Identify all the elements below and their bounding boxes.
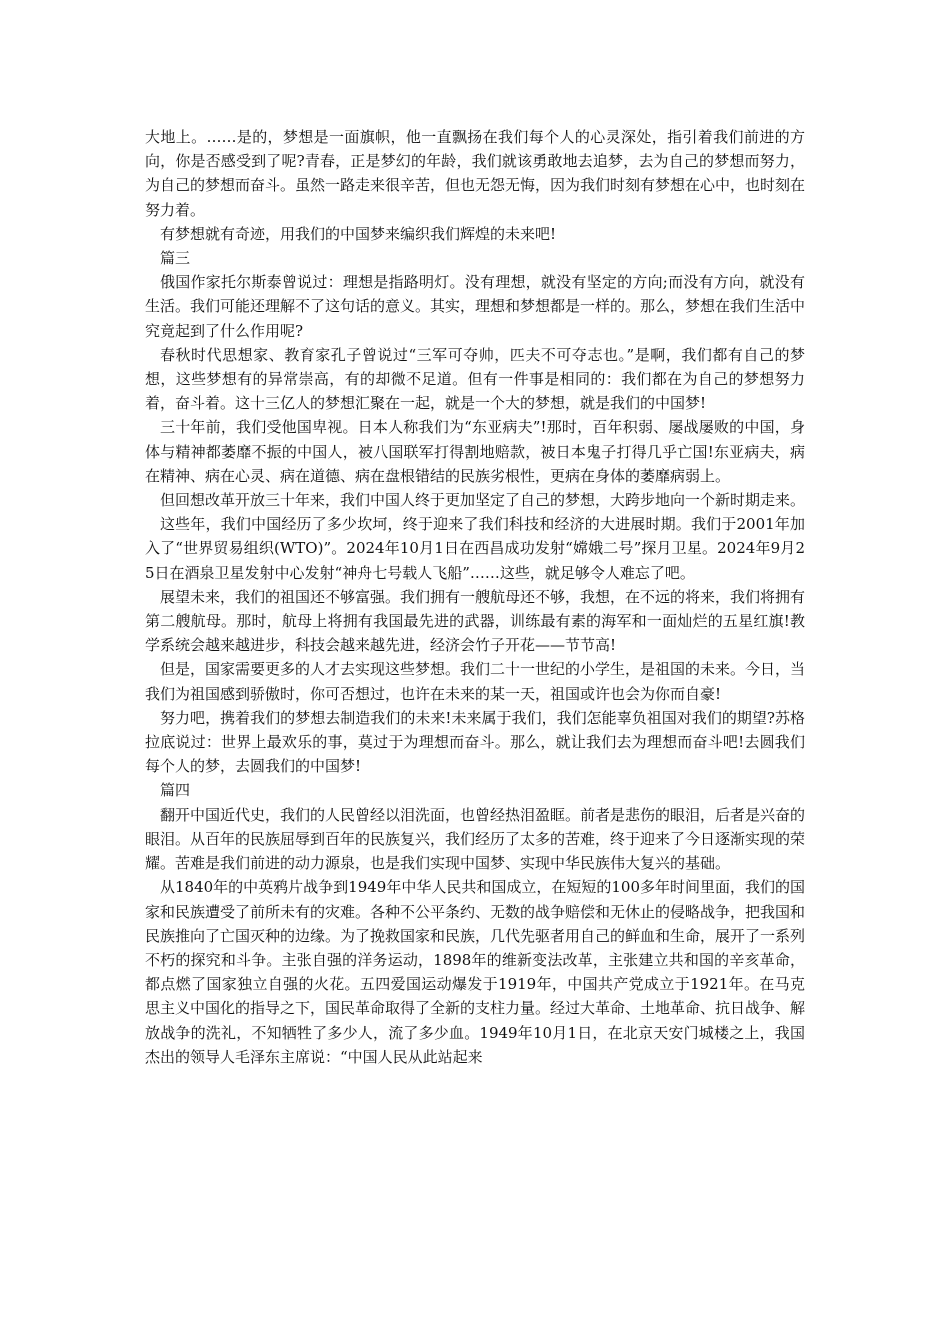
section-heading-4: 篇四 <box>160 781 191 800</box>
paragraph-continuation: 大地上。……是的，梦想是一面旗帜，他一直飘扬在我们每个人的心灵深处，指引着我们前进的方向，你是否感受到了呢?青春，正是梦幻的年龄，我们就该勇敢地去追梦，去为自己的梦想而努力，为自己的梦想而奋斗。虽然一路走来很辛苦，但也无怨无悔，因为我们时刻有梦想在心中，也时刻在努力着。 <box>145 128 806 219</box>
section-heading-3: 篇三 <box>160 249 191 268</box>
paragraph: 展望未来，我们的祖国还不够富强。我们拥有一艘航母还不够，我想，在不远的将来，我们将拥有第二艘航母。那时，航母上将拥有我国最先进的武器，训练最有素的海军和一面灿烂的五星红旗!教学系统会越来越进步，科技会越来越先进，经济会竹子开花——节节高! <box>145 587 806 655</box>
paragraph: 春秋时代思想家、教育家孔子曾说过“三军可夺帅，匹夫不可夺志也。”是啊，我们都有自己的梦想，这些梦想有的异常崇高，有的却微不足道。但有一件事是相同的：我们都在为自己的梦想努力着，奋斗着。这十三亿人的梦想汇聚在一起，就是一个大的梦想，就是我们的中国梦! <box>145 345 805 413</box>
paragraph: 但回想改革开放三十年来，我们中国人终于更加坚定了自己的梦想，大跨步地向一个新时期走来。 <box>160 491 806 510</box>
paragraph: 翻开中国近代史，我们的人民曾经以泪洗面，也曾经热泪盈眶。前者是悲伤的眼泪，后者是兴奋的眼泪。从百年的民族屈辱到百年的民族复兴，我们经历了太多的苦难，终于迎来了今日逐渐实现的荣耀。苦难是我们前进的动力源泉，也是我们实现中国梦、实现中华民族伟大复兴的基础。 <box>145 805 806 873</box>
paragraph: 从1840年的中英鸦片战争到1949年中华人民共和国成立，在短短的100多年时间里面，我们的国家和民族遭受了前所未有的灾难。各种不公平条约、无数的战争赔偿和无休止的侵略战争，把我国和民族推向了亡国灭种的边缘。为了挽救国家和民族，几代先驱者用自己的鲜血和生命，展开了一系列不朽的探究和斗争。主张自强的洋务运动，1898年的维新变法改革，主张建立共和国的辛亥革命，都点燃了国家独立自强的火花。五四爱国运动爆发于1919年，中国共产党成立于1921年。在马克思主义中国化的指导之下，国民革命取得了全新的支柱力量。经过大革命、土地革命、抗日战争、解放战争的洗礼，不知牺牲了多少人，流了多少血。1949年10月1日，在北京天安门城楼之上，我国杰出的领导人毛泽东主席说：“中国人民从此站起来 <box>145 878 806 1066</box>
document-page <box>145 125 805 1069</box>
paragraph: 俄国作家托尔斯泰曾说过：理想是指路明灯。没有理想，就没有坚定的方向;而没有方向，就没有生活。我们可能还理解不了这句话的意义。其实，理想和梦想都是一样的。那么，梦想在我们生活中究竟起到了什么作用呢? <box>145 273 806 340</box>
paragraph: 这些年，我们中国经历了多少坎坷，终于迎来了我们科技和经济的大进展时期。我们于2001年加入了“世界贸易组织(WTO)”。2024年10月1日在西昌成功发射“嫦娥二号”探月卫星。2024年9月25日在酒泉卫星发射中心发射“神舟七号载人飞船”……这些，就足够令人难忘了吧。 <box>145 515 805 582</box>
paragraph: 但是，国家需要更多的人才去实现这些梦想。我们二十一世纪的小学生，是祖国的未来。今日，当我们为祖国感到骄傲时，你可否想过，也许在未来的某一天，祖国或许也会为你而自豪! <box>145 660 806 703</box>
paragraph: 有梦想就有奇迹，用我们的中国梦来编织我们辉煌的未来吧! <box>160 224 557 243</box>
paragraph: 三十年前，我们受他国卑视。日本人称我们为“东亚病夫”!那时，百年积弱、屡战屡败的中国，身体与精神都萎靡不振的中国人，被八国联军打得割地赔款，被日本鬼子打得几乎亡国!东亚病夫，病在精神、病在心灵、病在道德、病在盘根错结的民族劣根性，更病在身体的萎靡病弱上。 <box>145 418 805 485</box>
paragraph: 努力吧，携着我们的梦想去制造我们的未来!未来属于我们，我们怎能辜负祖国对我们的期望?苏格拉底说过：世界上最欢乐的事，莫过于为理想而奋斗。那么，就让我们去为理想而奋斗吧!去圆我们每个人的梦，去圆我们的中国梦! <box>145 708 805 776</box>
